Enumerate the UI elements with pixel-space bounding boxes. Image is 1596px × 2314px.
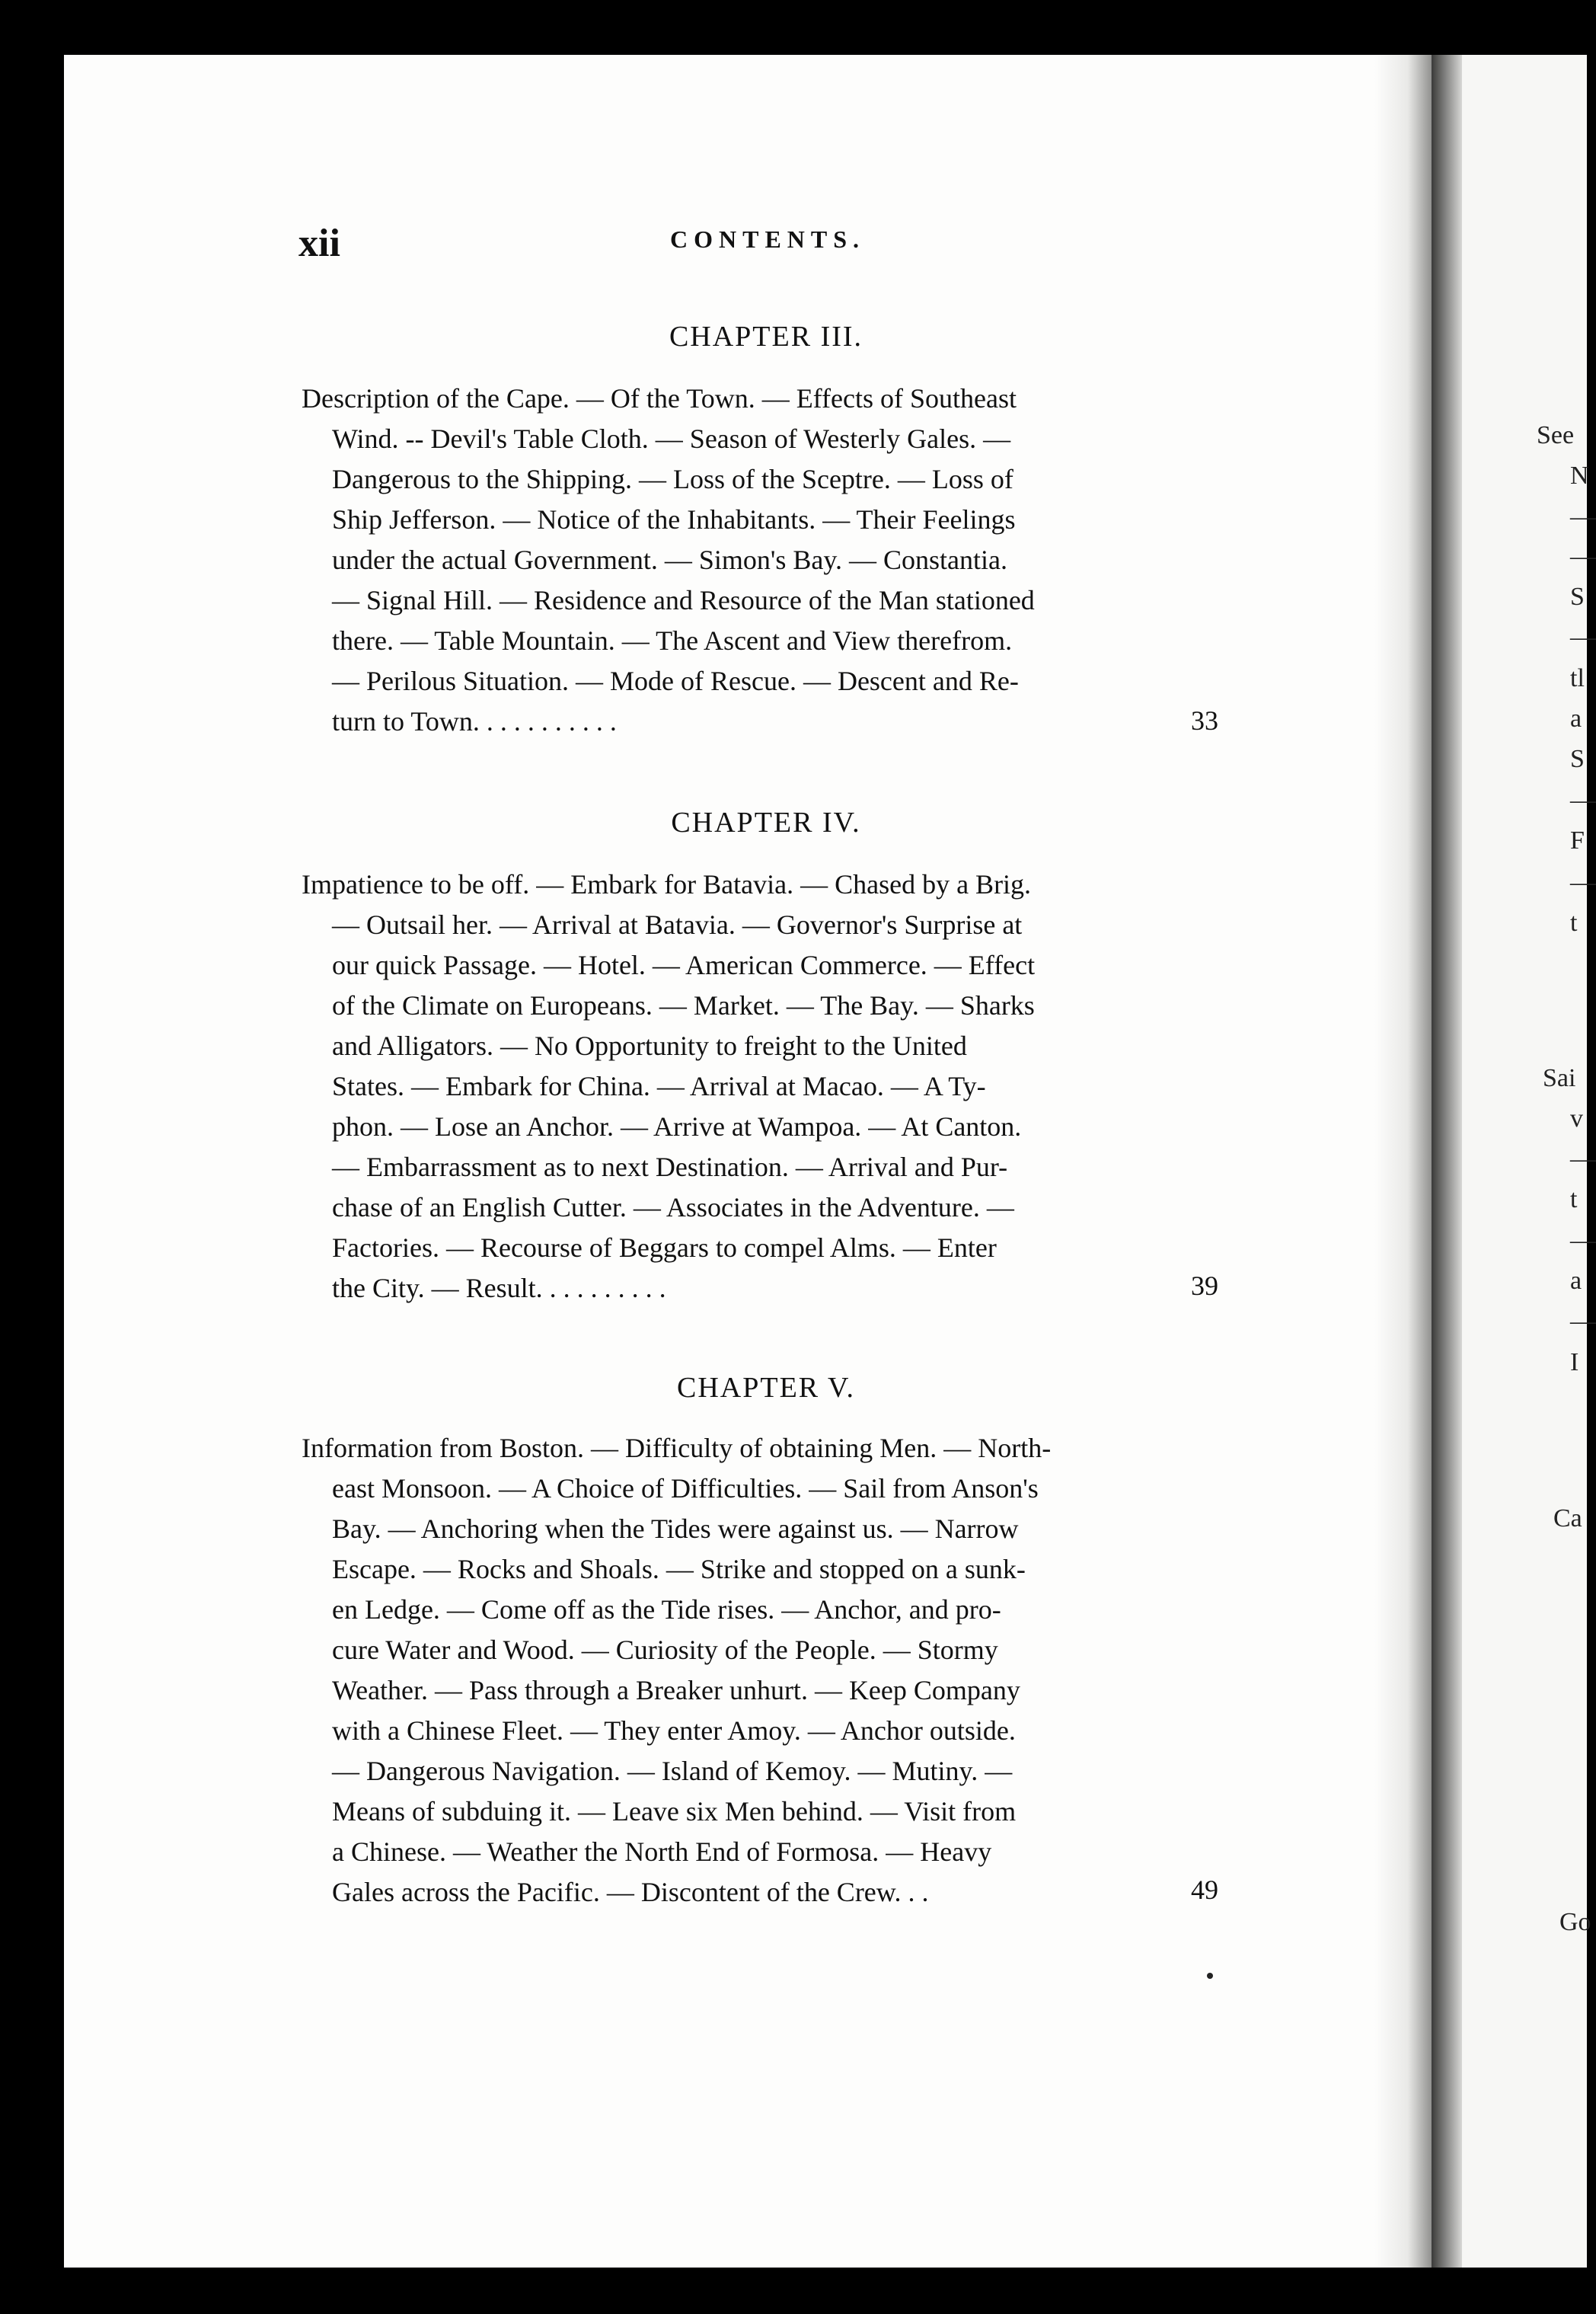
summary-line: Impatience to be off. — Embark for Batavia. — Chased by a Brig. [302, 869, 1032, 900]
summary-line: Ship Jefferson. — Notice of the Inhabitants. — Their Feelings [332, 504, 1016, 535]
summary-line: cure Water and Wood. — Curiosity of the People. — Stormy [332, 1635, 998, 1665]
facing-page-fragment: t [1570, 1185, 1578, 1213]
facing-page-fragment: N [1570, 462, 1589, 490]
facing-page-fragment: Go [1559, 1908, 1591, 1936]
summary-line: Factories. — Recourse of Beggars to compel Alms. — Enter [332, 1232, 997, 1263]
summary-line: en Ledge. — Come off as the Tide rises. — Anchor, and pro- [332, 1594, 1001, 1625]
chapter-page-number: 33 [1191, 705, 1218, 736]
summary-line: — Outsail her. — Arrival at Batavia. — Governor's Surprise at [332, 909, 1023, 940]
chapter-heading: CHAPTER V. [677, 1372, 855, 1404]
summary-line: — Dangerous Navigation. — Island of Kemoy. — Mutiny. — [332, 1756, 1013, 1786]
summary-line: States. — Embark for China. — Arrival at Macao. — A Ty- [332, 1071, 986, 1101]
page-number-header: xii [298, 222, 340, 265]
facing-page-fragment: — [1570, 1145, 1596, 1173]
summary-line: Means of subduing it. — Leave six Men behind. — Visit from [332, 1796, 1017, 1827]
facing-page-fragment: I [1570, 1348, 1579, 1376]
facing-page-fragment: — [1570, 868, 1596, 897]
facing-page-fragment: Ca [1553, 1504, 1582, 1533]
summary-line: — Signal Hill. — Residence and Resource of the Man stationed [332, 585, 1035, 615]
summary-line: Dangerous to the Shipping. — Loss of the Sceptre. — Loss of [332, 464, 1013, 494]
chapter-heading: CHAPTER IV. [671, 807, 861, 839]
summary-line: Information from Boston. — Difficulty of obtaining Men. — North- [302, 1433, 1052, 1463]
summary-line: — Embarrassment as to next Destination. — Arrival and Pur- [332, 1152, 1008, 1182]
book-page-right-shadow [1432, 55, 1462, 2268]
facing-page-fragment: — [1570, 623, 1596, 651]
summary-line: under the actual Government. — Simon's Bay. — Constantia. [332, 545, 1007, 575]
summary-line: and Alligators. — No Opportunity to freight to the United [332, 1031, 967, 1061]
facing-page-fragment: a [1570, 1267, 1582, 1295]
page-title: CONTENTS. [670, 225, 866, 253]
summary-line: Escape. — Rocks and Shoals. — Strike and stopped on a sunk- [332, 1554, 1026, 1584]
facing-page-fragment: See [1537, 421, 1575, 449]
ink-dot [1207, 1973, 1213, 1979]
summary-line: of the Climate on Europeans. — Market. — The Bay. — Sharks [332, 990, 1035, 1021]
summary-line: Weather. — Pass through a Breaker unhurt. — Keep Company [332, 1675, 1020, 1705]
summary-line: chase of an English Cutter. — Associates in the Adventure. — [332, 1192, 1014, 1223]
facing-page-fragment: v [1570, 1104, 1583, 1133]
chapter-page-number: 49 [1191, 1875, 1218, 1905]
chapter-summary [302, 865, 1177, 1309]
facing-page-fragment: — [1570, 1307, 1596, 1335]
facing-page-fragment: F [1570, 826, 1585, 855]
summary-line: Gales across the Pacific. — Discontent of the Crew. . . [332, 1877, 929, 1907]
chapter-summary [302, 379, 1177, 742]
summary-line: a Chinese. — Weather the North End of Formosa. — Heavy [332, 1836, 992, 1867]
chapter-heading: CHAPTER III. [669, 321, 863, 353]
facing-page-fragment: Sai [1543, 1064, 1576, 1092]
facing-page-fragment: — [1570, 1226, 1596, 1254]
chapter-page-number: 39 [1191, 1270, 1218, 1301]
chapter-summary [302, 1428, 1177, 1913]
facing-page-fragment: — [1570, 542, 1596, 571]
summary-line: turn to Town. . . . . . . . . . . [332, 706, 617, 737]
summary-line: the City. — Result. . . . . . . . . . [332, 1273, 666, 1303]
summary-line: with a Chinese Fleet. — They enter Amoy. — Anchor outside. [332, 1715, 1016, 1746]
facing-page-fragment: tl [1570, 664, 1585, 692]
summary-line: our quick Passage. — Hotel. — American Commerce. — Effect [332, 950, 1036, 980]
summary-line: Wind. -- Devil's Table Cloth. — Season of Westerly Gales. — [332, 423, 1011, 454]
summary-line: Bay. — Anchoring when the Tides were against us. — Narrow [332, 1513, 1019, 1544]
summary-line: Description of the Cape. — Of the Town. — Effects of Southeast [302, 383, 1017, 414]
facing-page-fragment: a [1570, 705, 1582, 733]
facing-page-fragment: S [1570, 745, 1585, 773]
summary-line: there. — Table Mountain. — The Ascent and View therefrom. [332, 625, 1013, 656]
facing-page-fragment: — [1570, 503, 1596, 531]
summary-line: east Monsoon. — A Choice of Difficulties. — Sail from Anson's [332, 1473, 1039, 1504]
facing-page-fragment: S [1570, 583, 1585, 611]
facing-page-fragment: — [1570, 786, 1596, 814]
facing-page-fragment: t [1570, 909, 1578, 937]
summary-line: phon. — Lose an Anchor. — Arrive at Wampoa. — At Canton. [332, 1111, 1022, 1142]
summary-line: — Perilous Situation. — Mode of Rescue. — Descent and Re- [332, 666, 1019, 696]
